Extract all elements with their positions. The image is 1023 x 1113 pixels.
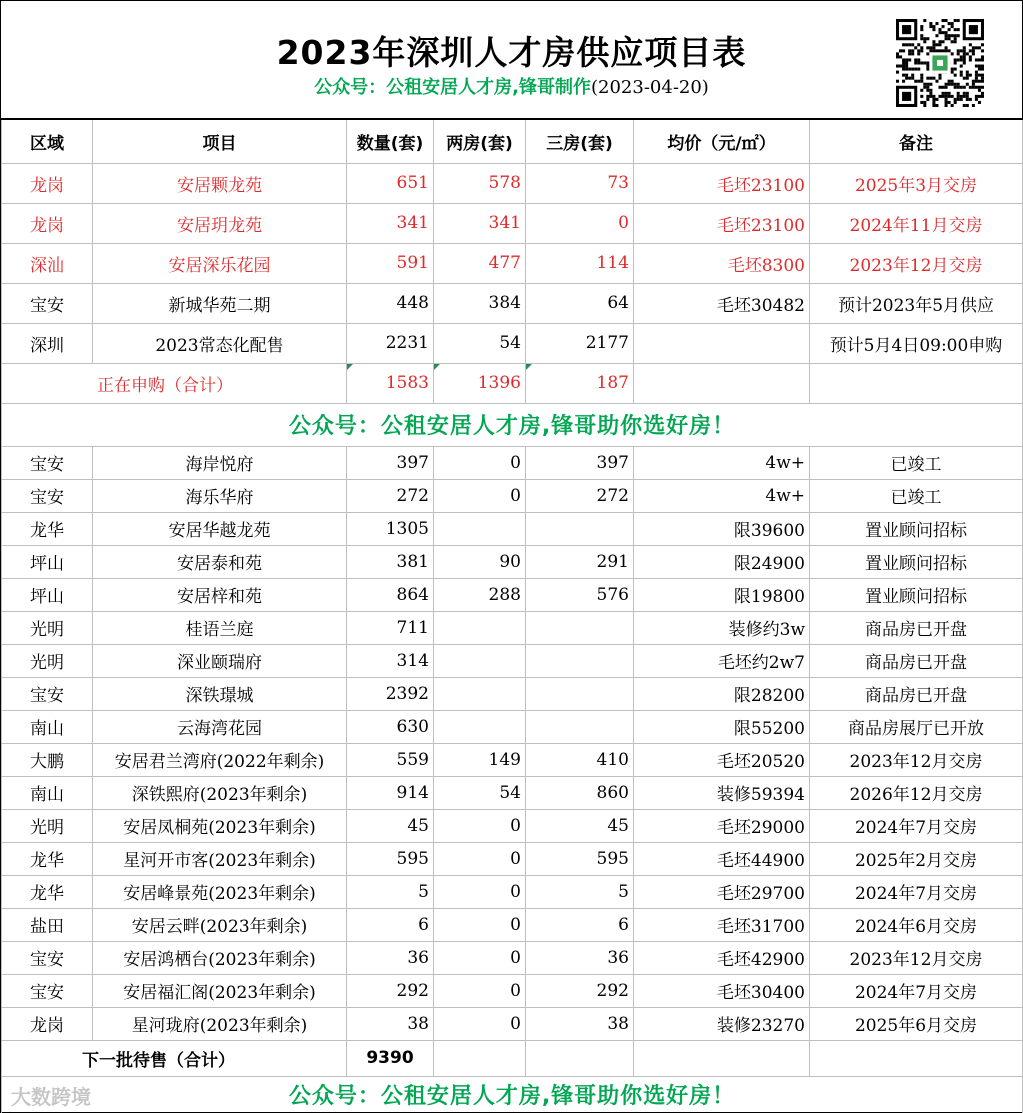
cell-area: 龙岗 (2, 163, 93, 203)
cell-three-room: 595 (526, 842, 634, 875)
cell-project: 海乐华府 (93, 479, 347, 512)
cell-note: 商品房已开盘 (810, 611, 1023, 644)
current-total-two: 1396 (434, 363, 526, 403)
cell-qty: 292 (347, 974, 434, 1007)
cell-project: 安居鸿栖台(2023年剩余) (93, 941, 347, 974)
table-row (2, 323, 1023, 363)
cell-note: 2024年7月交房 (810, 809, 1023, 842)
cell-price: 毛坯29000 (634, 809, 810, 842)
cell-qty: 591 (347, 243, 434, 283)
cell-qty: 381 (347, 545, 434, 578)
upcoming-section (2, 446, 1023, 1040)
table-row (2, 908, 1023, 941)
cell-note: 2023年12月交房 (810, 941, 1023, 974)
cell-area: 深汕 (2, 243, 93, 283)
cell-qty: 272 (347, 479, 434, 512)
table-row (2, 710, 1023, 743)
cell-qty: 2392 (347, 677, 434, 710)
cell-area: 宝安 (2, 283, 93, 323)
cell-three-room: 38 (526, 1007, 634, 1040)
empty-cell (810, 1040, 1023, 1076)
cell-project: 安居颗龙苑 (93, 163, 347, 203)
cell-area: 光明 (2, 809, 93, 842)
cell-price: 毛坯23100 (634, 203, 810, 243)
current-total-row (2, 363, 1023, 403)
promo-banner-bottom: 公众号：公租安居人才房,锋哥助你选好房！ (2, 1076, 1023, 1113)
cell-project: 深铁璟城 (93, 677, 347, 710)
cell-project: 2023常态化配售 (93, 323, 347, 363)
table-row (2, 1007, 1023, 1040)
cell-qty: 36 (347, 941, 434, 974)
cell-two-room: 288 (434, 578, 526, 611)
empty-cell (526, 1040, 634, 1076)
cell-three-room: 45 (526, 809, 634, 842)
cell-project: 星河珑府(2023年剩余) (93, 1007, 347, 1040)
cell-price: 毛坯42900 (634, 941, 810, 974)
cell-price: 装修23270 (634, 1007, 810, 1040)
cell-three-room: 5 (526, 875, 634, 908)
cell-three-room: 291 (526, 545, 634, 578)
cell-area: 大鹏 (2, 743, 93, 776)
cell-price: 毛坯31700 (634, 908, 810, 941)
cell-two-room: 0 (434, 479, 526, 512)
cell-qty: 651 (347, 163, 434, 203)
cell-price: 毛坯44900 (634, 842, 810, 875)
cell-project: 桂语兰庭 (93, 611, 347, 644)
cell-three-room: 860 (526, 776, 634, 809)
cell-note: 2024年7月交房 (810, 974, 1023, 1007)
cell-three-room (526, 677, 634, 710)
table-row (2, 545, 1023, 578)
promo-banner: 公众号：公租安居人才房,锋哥助你选好房！ (2, 403, 1023, 446)
cell-qty: 397 (347, 446, 434, 479)
current-total-label: 正在申购（合计） (2, 363, 347, 403)
col-header-three-room: 三房(套) (526, 119, 634, 163)
cell-price: 4w+ (634, 446, 810, 479)
upcoming-total-label: 下一批待售（合计） (2, 1040, 347, 1076)
cell-price: 装修约3w (634, 611, 810, 644)
cell-qty: 38 (347, 1007, 434, 1040)
cell-area: 坪山 (2, 545, 93, 578)
table-row (2, 203, 1023, 243)
current-total-section (2, 363, 1023, 446)
table-row (2, 644, 1023, 677)
cell-qty: 2231 (347, 323, 434, 363)
cell-project: 安居泰和苑 (93, 545, 347, 578)
cell-project: 安居峰景苑(2023年剩余) (93, 875, 347, 908)
cell-project: 云海湾花园 (93, 710, 347, 743)
cell-qty: 45 (347, 809, 434, 842)
table-row (2, 611, 1023, 644)
cell-three-room: 0 (526, 203, 634, 243)
cell-project: 安居玥龙苑 (93, 203, 347, 243)
cell-area: 宝安 (2, 446, 93, 479)
table-row (2, 743, 1023, 776)
cell-two-room: 0 (434, 1007, 526, 1040)
cell-note: 2023年12月交房 (810, 743, 1023, 776)
subtitle-date: (2023-04-20) (591, 77, 709, 98)
cell-three-room: 73 (526, 163, 634, 203)
table-row (2, 776, 1023, 809)
cell-project: 安居梓和苑 (93, 578, 347, 611)
empty-cell (634, 363, 810, 403)
cell-qty: 595 (347, 842, 434, 875)
cell-project: 安居福汇阁(2023年剩余) (93, 974, 347, 1007)
cell-qty: 448 (347, 283, 434, 323)
cell-two-room: 578 (434, 163, 526, 203)
cell-area: 光明 (2, 611, 93, 644)
empty-cell (634, 1040, 810, 1076)
cell-project: 安居华越龙苑 (93, 512, 347, 545)
cell-three-room (526, 611, 634, 644)
cell-two-room: 0 (434, 908, 526, 941)
cell-two-room (434, 611, 526, 644)
cell-two-room: 0 (434, 875, 526, 908)
cell-area: 龙华 (2, 875, 93, 908)
cell-project: 星河开市客(2023年剩余) (93, 842, 347, 875)
cell-qty: 5 (347, 875, 434, 908)
banner-row (2, 403, 1023, 446)
cell-three-room: 6 (526, 908, 634, 941)
table-header-row (2, 119, 1023, 163)
cell-note: 置业顾问招标 (810, 512, 1023, 545)
cell-price (634, 323, 810, 363)
cell-note: 2025年2月交房 (810, 842, 1023, 875)
table-row (2, 941, 1023, 974)
cell-area: 盐田 (2, 908, 93, 941)
cell-note: 2023年12月交房 (810, 243, 1023, 283)
cell-project: 安居凤桐苑(2023年剩余) (93, 809, 347, 842)
cell-three-room: 397 (526, 446, 634, 479)
cell-two-room: 90 (434, 545, 526, 578)
col-header-price: 均价（元/㎡） (634, 119, 810, 163)
cell-two-room: 384 (434, 283, 526, 323)
cell-three-room: 292 (526, 974, 634, 1007)
table-row (2, 479, 1023, 512)
table-row (2, 512, 1023, 545)
cell-note: 已竣工 (810, 479, 1023, 512)
col-header-qty: 数量(套) (347, 119, 434, 163)
cell-note: 预计2023年5月供应 (810, 283, 1023, 323)
cell-qty: 6 (347, 908, 434, 941)
cell-price: 毛坯29700 (634, 875, 810, 908)
cell-note: 2025年6月交房 (810, 1007, 1023, 1040)
cell-area: 宝安 (2, 941, 93, 974)
cell-three-room: 114 (526, 243, 634, 283)
cell-three-room: 272 (526, 479, 634, 512)
cell-project: 安居君兰湾府(2022年剩余) (93, 743, 347, 776)
table-row (2, 677, 1023, 710)
banner-row-bottom (2, 1076, 1023, 1113)
cell-note: 预计5月4日09:00申购 (810, 323, 1023, 363)
cell-qty: 314 (347, 644, 434, 677)
empty-cell (810, 363, 1023, 403)
cell-two-room: 341 (434, 203, 526, 243)
cell-area: 龙华 (2, 512, 93, 545)
cell-area: 龙岗 (2, 203, 93, 243)
cell-area: 深圳 (2, 323, 93, 363)
upcoming-total-row (2, 1040, 1023, 1076)
cell-two-room: 0 (434, 809, 526, 842)
cell-project: 海岸悦府 (93, 446, 347, 479)
cell-qty: 630 (347, 710, 434, 743)
cell-project: 安居深乐花园 (93, 243, 347, 283)
cell-two-room: 54 (434, 776, 526, 809)
cell-two-room (434, 512, 526, 545)
cell-three-room: 36 (526, 941, 634, 974)
cell-qty: 1305 (347, 512, 434, 545)
cell-project: 深业颐瑞府 (93, 644, 347, 677)
subtitle-account: 公众号：公租安居人才房,锋哥制作 (314, 77, 591, 98)
cell-qty: 559 (347, 743, 434, 776)
table-row (2, 875, 1023, 908)
cell-two-room: 477 (434, 243, 526, 283)
table-row (2, 446, 1023, 479)
col-header-area: 区域 (2, 119, 93, 163)
cell-note: 置业顾问招标 (810, 578, 1023, 611)
cell-area: 光明 (2, 644, 93, 677)
cell-price: 装修59394 (634, 776, 810, 809)
cell-three-room: 2177 (526, 323, 634, 363)
col-header-note: 备注 (810, 119, 1023, 163)
cell-project: 新城华苑二期 (93, 283, 347, 323)
cell-three-room: 576 (526, 578, 634, 611)
cell-note: 商品房已开盘 (810, 644, 1023, 677)
cell-two-room: 54 (434, 323, 526, 363)
col-header-two-room: 两房(套) (434, 119, 526, 163)
table-row (2, 243, 1023, 283)
watermark: 大数跨境 (11, 1085, 91, 1109)
current-section (2, 163, 1023, 363)
page-title: 2023年深圳人才房供应项目表 (276, 33, 747, 72)
table-row (2, 842, 1023, 875)
cell-three-room (526, 710, 634, 743)
cell-two-room: 149 (434, 743, 526, 776)
col-header-project: 项目 (93, 119, 347, 163)
cell-price: 毛坯23100 (634, 163, 810, 203)
cell-area: 宝安 (2, 974, 93, 1007)
current-total-three: 187 (526, 363, 634, 403)
cell-area: 宝安 (2, 479, 93, 512)
cell-qty: 864 (347, 578, 434, 611)
cell-price: 毛坯20520 (634, 743, 810, 776)
cell-two-room: 0 (434, 446, 526, 479)
table-row (2, 578, 1023, 611)
cell-area: 龙华 (2, 842, 93, 875)
cell-price: 限55200 (634, 710, 810, 743)
cell-note: 2024年7月交房 (810, 875, 1023, 908)
cell-qty: 914 (347, 776, 434, 809)
cell-project: 安居云畔(2023年剩余) (93, 908, 347, 941)
project-table (1, 118, 1023, 1113)
cell-area: 南山 (2, 776, 93, 809)
cell-price: 4w+ (634, 479, 810, 512)
cell-three-room (526, 512, 634, 545)
cell-price: 限28200 (634, 677, 810, 710)
cell-note: 商品房展厅已开放 (810, 710, 1023, 743)
cell-two-room (434, 644, 526, 677)
cell-two-room (434, 677, 526, 710)
cell-note: 置业顾问招标 (810, 545, 1023, 578)
cell-area: 南山 (2, 710, 93, 743)
cell-qty: 711 (347, 611, 434, 644)
cell-note: 商品房已开盘 (810, 677, 1023, 710)
current-total-qty: 1583 (347, 363, 434, 403)
cell-three-room (526, 644, 634, 677)
cell-price: 限39600 (634, 512, 810, 545)
cell-three-room: 64 (526, 283, 634, 323)
cell-two-room: 0 (434, 974, 526, 1007)
upcoming-total-qty: 9390 (347, 1040, 434, 1076)
cell-price: 毛坯约2w7 (634, 644, 810, 677)
cell-two-room (434, 710, 526, 743)
cell-note: 2024年11月交房 (810, 203, 1023, 243)
empty-cell (434, 1040, 526, 1076)
upcoming-total-section (2, 1040, 1023, 1113)
cell-note: 2024年6月交房 (810, 908, 1023, 941)
cell-two-room: 0 (434, 941, 526, 974)
cell-qty: 341 (347, 203, 434, 243)
cell-note: 已竣工 (810, 446, 1023, 479)
cell-area: 坪山 (2, 578, 93, 611)
table-row (2, 163, 1023, 203)
cell-price: 毛坯8300 (634, 243, 810, 283)
cell-price: 限24900 (634, 545, 810, 578)
table-row (2, 974, 1023, 1007)
cell-price: 限19800 (634, 578, 810, 611)
table-row (2, 283, 1023, 323)
header (1, 1, 1022, 118)
cell-price: 毛坯30482 (634, 283, 810, 323)
cell-two-room: 0 (434, 842, 526, 875)
cell-area: 龙岗 (2, 1007, 93, 1040)
cell-project: 深铁熙府(2023年剩余) (93, 776, 347, 809)
qr-code-icon (896, 19, 984, 107)
cell-note: 2026年12月交房 (810, 776, 1023, 809)
cell-note: 2025年3月交房 (810, 163, 1023, 203)
table-row (2, 809, 1023, 842)
page-subtitle (1, 73, 1022, 99)
cell-area: 宝安 (2, 677, 93, 710)
cell-price: 毛坯30400 (634, 974, 810, 1007)
cell-three-room: 410 (526, 743, 634, 776)
